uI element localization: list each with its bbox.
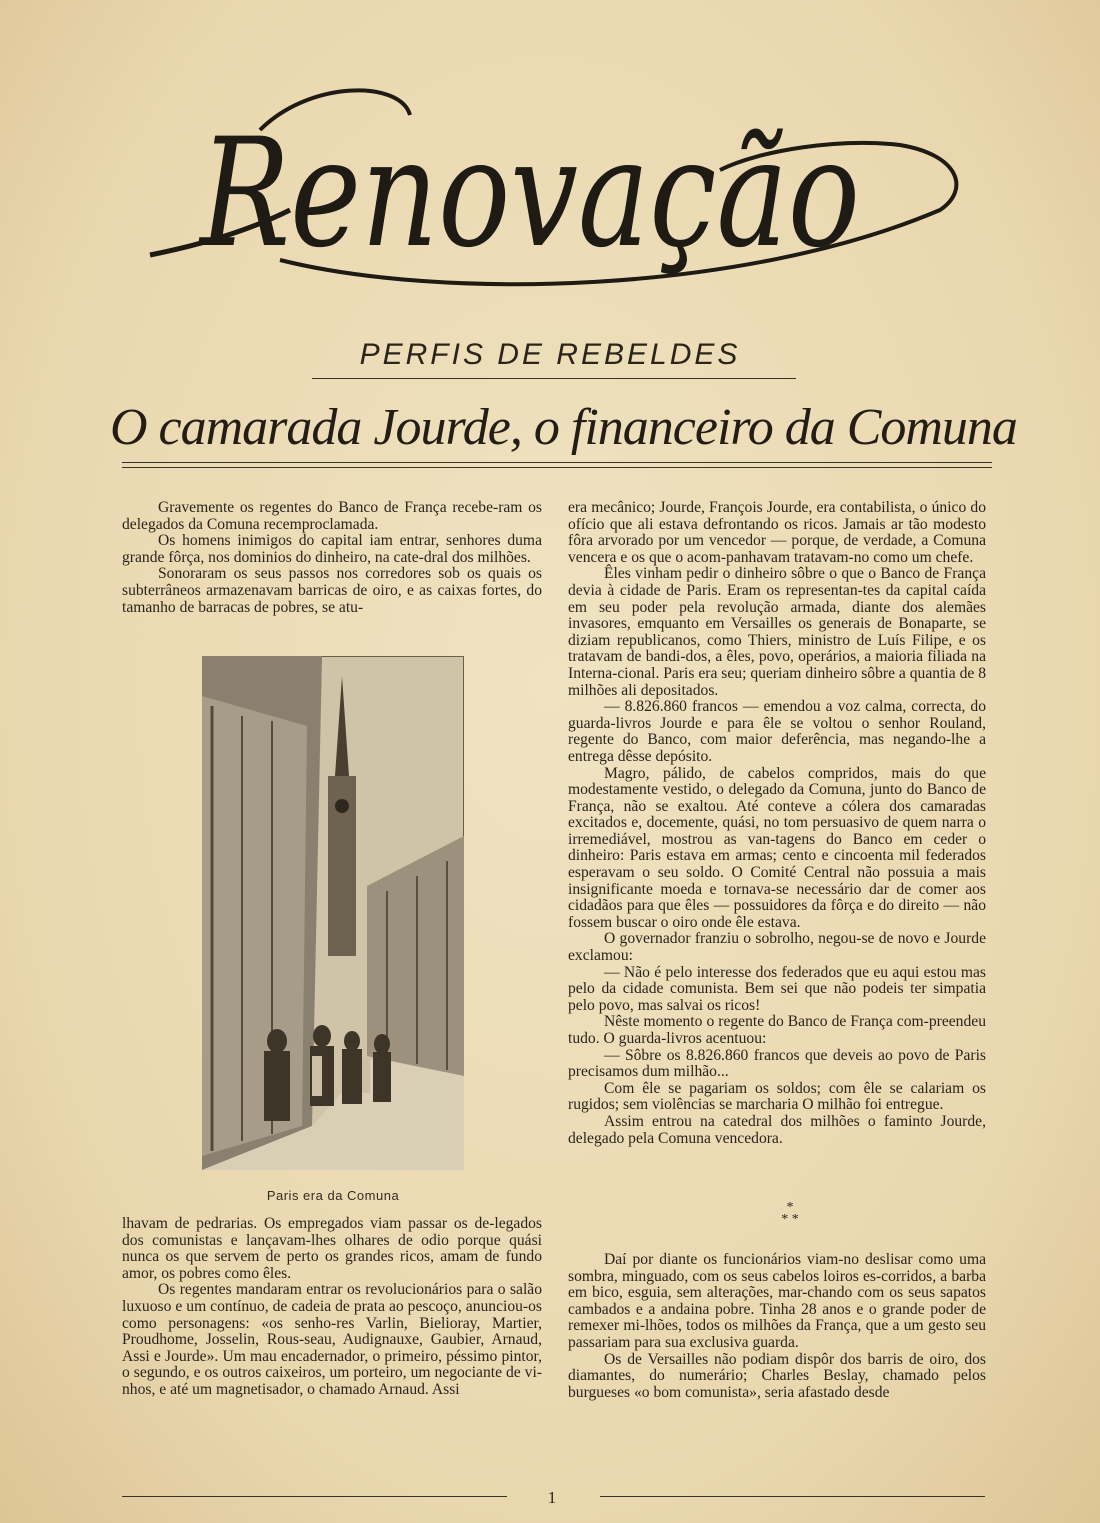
paragraph: Daí por diante os funcionários viam-no deslisar como uma sombra, minguado, com os seus cabelos loiros es-corridos, a barba em bico, esguia, sem alterações, mar-chando com os seus sapatos cambados e a andaina pobre. Tinha 28 anos e o grande poder de remexer mi-lhões, todos os milhões da França, que a um gesto seu passariam para sua exclusiva guarda. [568,1251,986,1351]
paragraph: Magro, pálido, de cabelos compridos, mais do que modestamente vestido, o delegado da Comuna, junto do Banco de França, não se exaltou. Até conteve a cólera dos camaradas excitados e, docemente, quási, no tom persuasivo de quem narra o irremediável, mostrou as van-tagens do Banco em ceder o dinheiro: Paris estava em armas; cento e cincoenta mil federados esperavam o seu soldo. O Comité Central não possuia a mais insignificante moeda e tornava-se necessário dar de comer aos cidadãos para que êles — possuidores da fôrça e do direito — não fossem buscar o oiro onde êle estava. [568,764,986,931]
section-asterism: * * * [781,1200,799,1227]
paragraph: Os de Versailles não podiam dispôr dos barris de oiro, dos diamantes, do numerário; Charles Beslay, chamado pelos burgueses «o bom comunista», seria afastado desde [568,1350,986,1401]
paragraph: Os homens inimigos do capital iam entrar, senhores duma grande fôrça, nos dominios do dinheiro, na cate-dral dos milhões. [122,532,542,566]
footer-rule-left [122,1496,507,1497]
footer-rule-right [600,1496,985,1497]
paragraph: Sonoraram os seus passos nos corredores sob os quais os subterrâneos armazenavam barricas de oiro, e as caixas fortes, do tamanho de barracas de pobres, se atu- [122,565,542,616]
illustration-paris-street [202,656,464,1170]
column-2-top [568,500,986,1147]
section-title: PERFIS DE REBELDES [359,338,741,371]
paragraph: lhavam de pedrarias. Os empregados viam passar os de-legados dos comunistas e lançavam-lhes olhares de odio porque quási nunca os que servem de perto os grandes ricos, amam de fundo amor, os pobres como êles. [122,1215,542,1282]
column-1-bottom [122,1216,542,1399]
headline-rule [122,467,992,468]
section-rule [312,378,796,379]
article-headline: O camarada Jourde, o financeiro da Comuna [110,399,1017,456]
masthead-logo [140,60,970,310]
headline-rule [122,462,992,463]
paragraph: Os regentes mandaram entrar os revolucionários para o salão luxuoso e um contínuo, de cadeia de prata ao pescoço, anunciou-os como personagens: «os senho-res Varlin, Bielioray, Martier, Proudhome, Josselin, Rous-seau, Audignauxe, Gaubier, Arnaud, Assi e Jourde». Um mau encadernador, o primeiro, péssimo pintor, o segundo, e os outros caixeiros, um porteiro, um negociante de vi-nhos, e até um magnetisador, o chamado Arnaud. Assi [122,1281,542,1398]
paragraph: Assim entrou na catedral dos milhões o faminto Jourde, delegado pela Comuna vencedora. [568,1112,986,1147]
paragraph: O governador franziu o sobrolho, negou-se de novo e Jourde exclamou: [568,930,986,965]
paragraph: — 8.826.860 francos — emendou a voz calma, correcta, do guarda-livros Jourde e para êle se voltou o senhor Rouland, regente do Banco, com maior deferência, mas negando-lhe a entrega dêsse depósito. [568,698,986,765]
column-2-bottom [568,1252,986,1401]
paragraph: Êles vinham pedir o dinheiro sôbre o que o Banco de França devia à cidade de Paris. Eram os representan-tes da capital caída em seu poder pela revolução armada, diante dos alemães invasores, emquanto em Versailles os generais de Bonaparte, se diziam republicanos, como Thiers, ministro de Luís Filipe, e os tratavam de bandi-dos, a êles, povo, operários, a maioria filiada na Interna-cional. Paris era seu; queriam dinheiro sôbre a quantia de 8 milhões ali depositados. [568,565,986,699]
paragraph: — Sôbre os 8.826.860 francos que deveis ao povo de Paris precisamos dum milhão... [568,1046,986,1081]
paragraph: — Não é pelo interesse dos federados que eu aqui estou mas pelo da cidade comunista. Bem sei que não podeis ter simpatia pelo povo, mas salvai os ricos! [568,963,986,1014]
paragraph: Nêste momento o regente do Banco de França com-preendeu tudo. O guarda-livros acentuou: [568,1013,986,1047]
page-number: 1 [547,1488,557,1507]
paragraph: Com êle se pagariam os soldos; com êle se calariam os rugidos; sem violências se marcharia O milhão foi entregue. [568,1079,986,1114]
masthead-title: Renovação [197,107,860,281]
paragraph: era mecânico; Jourde, François Jourde, era contabilista, o único do ofício que ali estava defrontando os ricos. Jamais ar tão modesto fôra arvorado por um vencedor — porque, de verdade, a Comuna vencera e os que o acom-panhavam tratavam-no como um chefe. [568,499,986,566]
column-1-top [122,500,542,616]
paragraph: Gravemente os regentes do Banco de França recebe-ram os delegados da Comuna recemproclamada. [122,499,542,533]
illustration-caption: Paris era da Comuna [266,1188,400,1203]
